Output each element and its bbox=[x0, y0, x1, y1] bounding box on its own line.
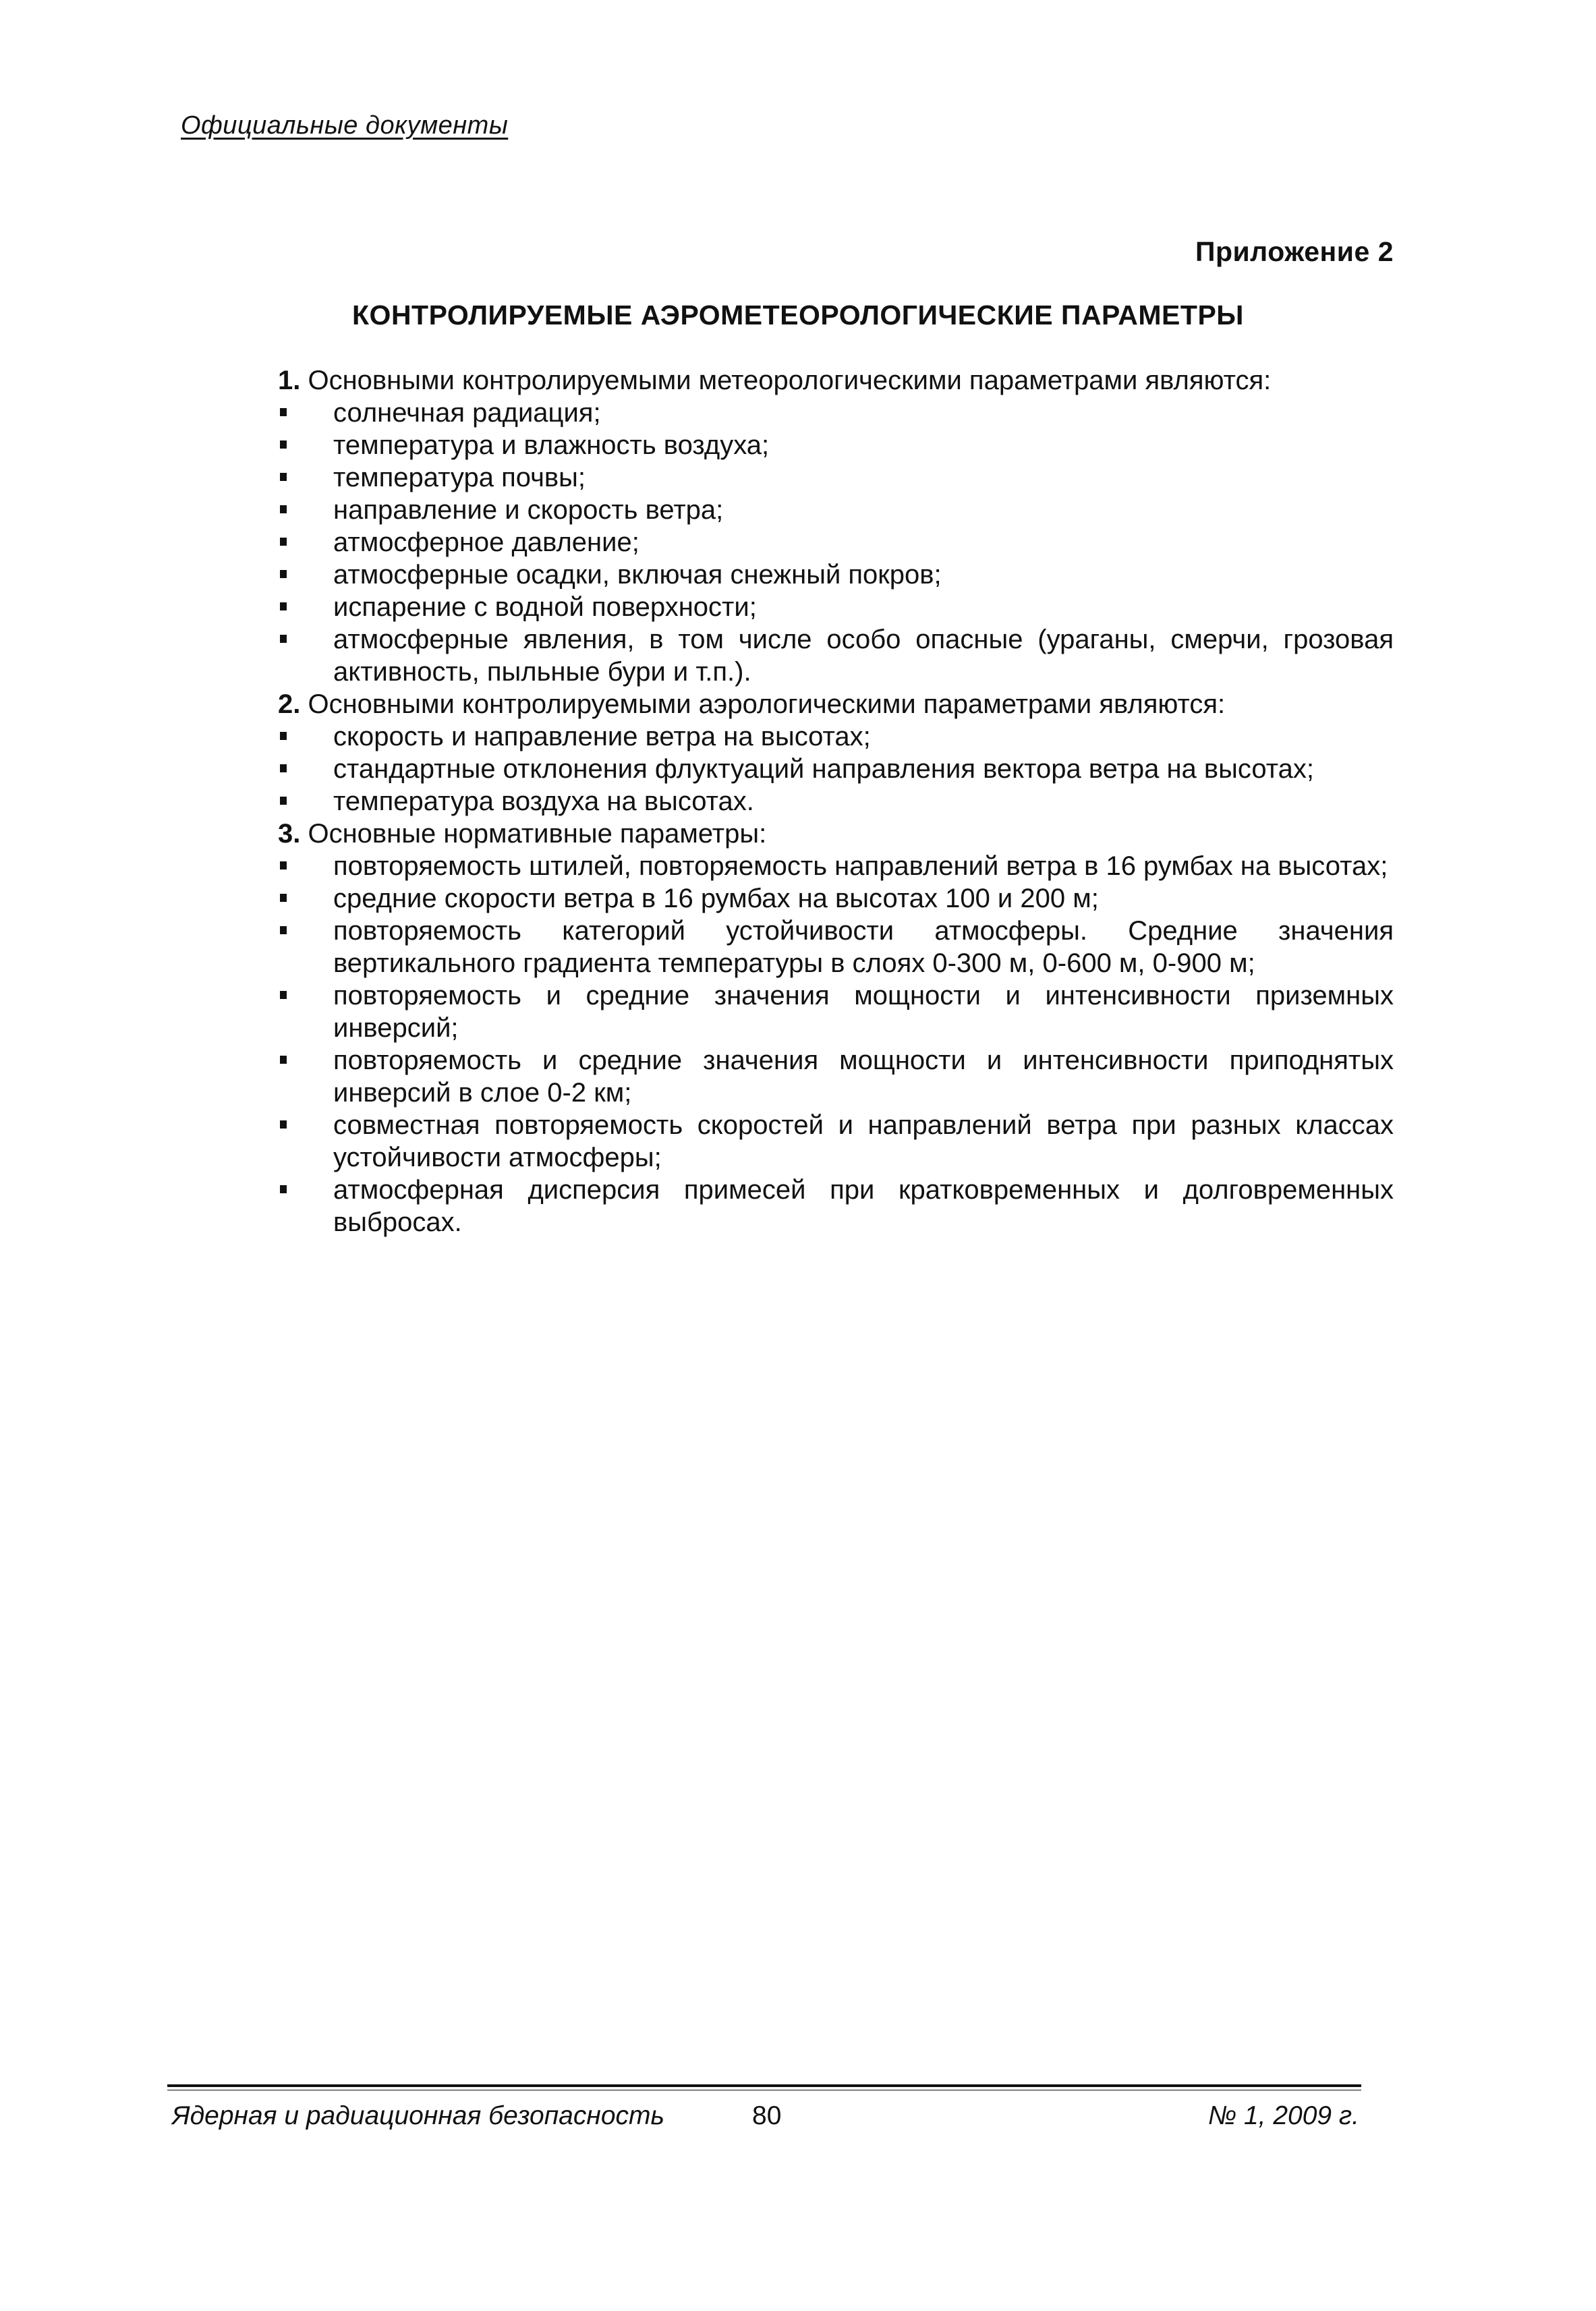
section-1 bbox=[278, 364, 1394, 688]
list-item-text: атмосферные осадки, включая снежный покров; bbox=[333, 560, 942, 590]
section-3 bbox=[278, 818, 1394, 1238]
list-item bbox=[278, 494, 1394, 526]
list-item-text: повторяемость и средние значения мощности и интенсивности приземных инверсий; bbox=[333, 981, 1394, 1043]
bullet-icon bbox=[280, 732, 287, 740]
section-number: 3. bbox=[278, 819, 301, 849]
list-item bbox=[278, 559, 1394, 591]
bullet-icon bbox=[280, 764, 287, 772]
footer-divider bbox=[167, 2084, 1361, 2090]
list-item bbox=[278, 591, 1394, 623]
bullet-icon bbox=[280, 1185, 287, 1193]
bullet-icon bbox=[280, 926, 287, 934]
list-item-text: повторяемость категорий устойчивости атмосферы. Средние значения вертикального градиента температуры в слоях 0-300 м, 0-600 м, 0-900 м; bbox=[333, 916, 1394, 978]
section-heading bbox=[278, 364, 1394, 397]
bullet-icon bbox=[280, 538, 287, 546]
bullet-icon bbox=[280, 797, 287, 805]
bullet-icon bbox=[280, 861, 287, 869]
section-number: 2. bbox=[278, 689, 301, 719]
list-item bbox=[278, 1109, 1394, 1174]
list-item bbox=[278, 623, 1394, 688]
bullet-icon bbox=[280, 1120, 287, 1129]
section-heading-text: Основные нормативные параметры: bbox=[300, 819, 767, 849]
list-item-text: температура воздуха на высотах. bbox=[333, 787, 754, 816]
bullet-icon bbox=[280, 635, 287, 643]
list-item bbox=[278, 979, 1394, 1044]
bullet-icon bbox=[280, 570, 287, 578]
running-head: Официальные документы bbox=[181, 111, 509, 140]
bullet-list bbox=[278, 850, 1394, 1238]
list-item bbox=[278, 397, 1394, 429]
list-item-text: совместная повторяемость скоростей и направлений ветра при разных классах устойчивости атмосферы; bbox=[333, 1110, 1394, 1172]
bullet-icon bbox=[280, 440, 287, 449]
list-item-text: испарение с водной поверхности; bbox=[333, 592, 757, 622]
list-item bbox=[278, 461, 1394, 494]
list-item-text: стандартные отклонения флуктуаций направления вектора ветра на высотах; bbox=[333, 754, 1314, 784]
footer-issue: № 1, 2009 г. bbox=[1207, 2101, 1359, 2130]
list-item-text: повторяемость и средние значения мощности и интенсивности приподнятых инверсий в слое 0-2 км; bbox=[333, 1046, 1394, 1108]
list-item-text: направление и скорость ветра; bbox=[333, 495, 724, 525]
document-body bbox=[278, 364, 1394, 1238]
bullet-icon bbox=[280, 991, 287, 999]
document-title: КОНТРОЛИРУЕМЫЕ АЭРОМЕТЕОРОЛОГИЧЕСКИЕ ПАРАМЕТРЫ bbox=[352, 299, 1244, 331]
list-item bbox=[278, 882, 1394, 915]
bullet-icon bbox=[280, 602, 287, 610]
bullet-icon bbox=[280, 1056, 287, 1064]
section-heading-text: Основными контролируемыми метеорологическими параметрами являются: bbox=[300, 366, 1272, 395]
list-item-text: средние скорости ветра в 16 румбах на высотах 100 и 200 м; bbox=[333, 884, 1099, 913]
bullet-icon bbox=[280, 894, 287, 902]
bullet-list bbox=[278, 397, 1394, 688]
appendix-label: Приложение 2 bbox=[1195, 236, 1394, 267]
list-item bbox=[278, 785, 1394, 818]
list-item bbox=[278, 429, 1394, 461]
section-heading-text: Основными контролируемыми аэрологическими параметрами являются: bbox=[300, 689, 1226, 719]
section-number: 1. bbox=[278, 366, 301, 395]
list-item bbox=[278, 915, 1394, 979]
list-item bbox=[278, 753, 1394, 785]
footer-journal-title: Ядерная и радиационная безопасность bbox=[172, 2101, 665, 2130]
list-item-text: атмосферное давление; bbox=[333, 527, 639, 557]
section-heading bbox=[278, 818, 1394, 850]
list-item bbox=[278, 1174, 1394, 1238]
list-item bbox=[278, 720, 1394, 753]
list-item bbox=[278, 850, 1394, 882]
bullet-icon bbox=[280, 505, 287, 513]
list-item-text: солнечная радиация; bbox=[333, 398, 601, 428]
footer-page-number: 80 bbox=[752, 2101, 782, 2130]
list-item bbox=[278, 1044, 1394, 1109]
bullet-icon bbox=[280, 473, 287, 481]
list-item bbox=[278, 526, 1394, 559]
list-item-text: температура и влажность воздуха; bbox=[333, 430, 770, 460]
bullet-list bbox=[278, 720, 1394, 818]
list-item-text: атмосферные явления, в том числе особо опасные (ураганы, смерчи, грозовая активность, пыльные бури и т.п.). bbox=[333, 625, 1394, 687]
list-item-text: атмосферная дисперсия примесей при кратковременных и долговременных выбросах. bbox=[333, 1175, 1394, 1237]
list-item-text: скорость и направление ветра на высотах; bbox=[333, 722, 871, 751]
section-heading bbox=[278, 688, 1394, 720]
list-item-text: повторяемость штилей, повторяемость направлений ветра в 16 румбах на высотах; bbox=[333, 851, 1388, 881]
section-2 bbox=[278, 688, 1394, 818]
bullet-icon bbox=[280, 408, 287, 416]
list-item-text: температура почвы; bbox=[333, 463, 586, 492]
